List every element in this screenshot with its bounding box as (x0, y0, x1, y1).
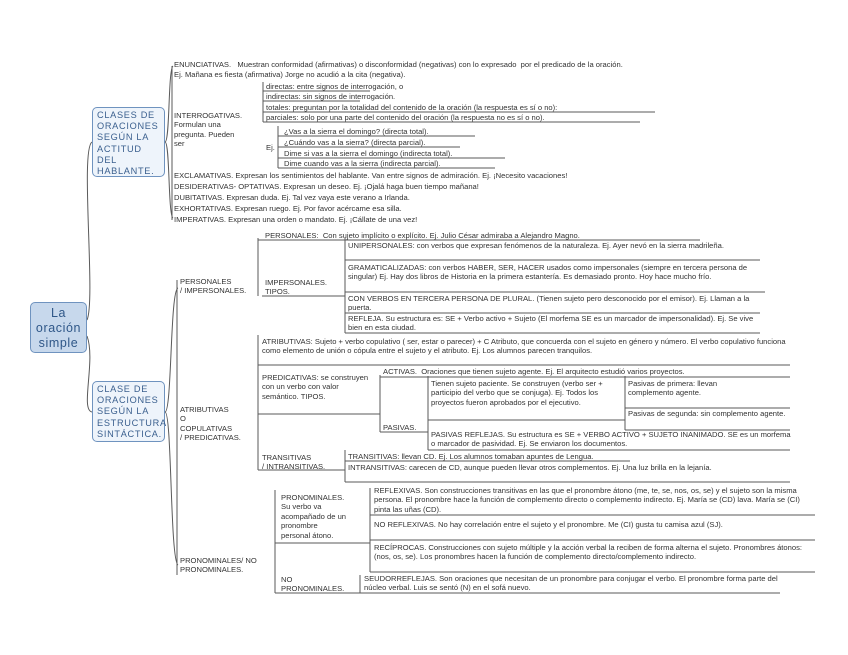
interrogativa-example-3: Dime si vas a la sierra el domingo (indirecta total). (284, 149, 453, 158)
no-pronominales-label: NO PRONOMINALES. (281, 575, 345, 594)
no-reflexivas-text: NO REFLEXIVAS. No hay correlación entre el sujeto y el pronombre. Me (CI) gusta tu camisa azul (SJ). (374, 520, 723, 529)
transitivas-group: TRANSITIVAS / INTRANSITIVAS. (262, 453, 326, 472)
impersonales-label: IMPERSONALES. TIPOS. (265, 278, 328, 297)
parciales-text: parciales: solo por una parte del contenido del oración (la respuesta no es sí o no). (266, 113, 545, 122)
pronominales-group: PRONOMINALES/ NO PRONOMINALES. (180, 556, 257, 575)
activas-text: ACTIVAS. Oraciones que tienen sujeto agente. Ej. El arquitecto estudió varios proyectos. (383, 367, 685, 376)
atributivas-text: ATRIBUTIVAS: Sujeto + verbo copulativo ( ser, estar o parecer) + C Atributo, que concuerda con el sujeto en género y número. El verbo copulativo funciona como elemento de unión o cópula entre el sujeto y el atributo. Ej. Los alumnos parecen tranquilos. (262, 337, 786, 356)
root-node[interactable]: La oración simple (30, 302, 87, 353)
interrogativas-text: INTERROGATIVAS. Formulan una pregunta. Pueden ser (174, 111, 243, 149)
exclamativas-text: EXCLAMATIVAS. Expresan los sentimientos del hablante. Van entre signos de admiración. Ej. ¡Necesito vacaciones! (174, 171, 568, 180)
personales-impersonales-group: PERSONALES / IMPERSONALES. (180, 277, 247, 296)
node-clases-actitud[interactable]: CLASES DE ORACIONES SEGÚN LA ACTITUD DEL HABLANTE. (92, 107, 165, 177)
tercera-plural-text: CON VERBOS EN TERCERA PERSONA DE PLURAL. (Tienen sujeto pero desconocido por el emisor). Ej. Llaman a la puerta. (348, 294, 750, 313)
reflexivas-text: REFLEXIVAS. Son construcciones transitivas en las que el pronombre átono (me, te, se, nos, os, se) y el sujeto son la misma persona. El pronombre hace la función de complemento directo o complemento indirecto. Ej. María se (CD) lava. María se (CI) pinta las uñas (CD). (374, 486, 800, 514)
desiderativas-text: DESIDERATIVAS- OPTATIVAS. Expresan un deseo. Ej. ¡Ojalá haga buen tiempo mañana! (174, 182, 479, 191)
dubitativas-text: DUBITATIVAS. Expresan duda. Ej. Tal vez vaya este verano a Irlanda. (174, 193, 410, 202)
interrogativa-example-4: Dime cuando vas a la sierra (indirecta parcial). (284, 159, 441, 168)
node-clase-estructura[interactable]: CLASE DE ORACIONES SEGÚN LA ESTRUCTURA SINTÁCTICA. (92, 381, 165, 442)
ej-label: Ej. (266, 143, 275, 152)
personales-text: PERSONALES: Con sujeto implícito o explícito. Ej. Julio César admiraba a Alejandro Magno. (265, 231, 580, 240)
intransitivas-text: INTRANSITIVAS: carecen de CD, aunque pueden llevar otros complementos. Ej. Una luz brilla en la lejanía. (348, 463, 712, 472)
reciprocas-text: RECÍPROCAS. Construcciones con sujeto múltiple y la acción verbal la reciben de forma alterna el sujeto. Pronombres átonos: (nos, os, se). Los pronombres hacen la función de complemento directo/complemento indirecto. (374, 543, 802, 562)
indirectas-text: indirectas: sin signos de interrogación. (266, 92, 396, 101)
pasivas-segunda: Pasivas de segunda: sin complemento agente. (628, 409, 786, 418)
pasivas-primera: Pasivas de primera: llevan complemento agente. (628, 379, 718, 398)
predicativas-text: PREDICATIVAS: se construyen con un verbo con valor semántico. TIPOS. (262, 373, 369, 401)
transitivas-text: TRANSITIVAS: llevan CD. Ej. Los alumnos tomaban apuntes de Lengua. (348, 452, 594, 461)
interrogativa-example-2: ¿Cuándo vas a la sierra? (directa parcial). (284, 138, 426, 147)
seudorreflejas-text: SEUDORREFLEJAS. Son oraciones que necesitan de un pronombre para conjugar el verbo. El pronombre forma parte del núcleo verbal. Luis se sentó (N) en el sofá nuevo. (364, 574, 778, 593)
pronominales-label: PRONOMINALES. Su verbo va acompañado de un pronombre personal átono. (281, 493, 347, 540)
interrogativa-example-1: ¿Vas a la sierra el domingo? (directa total). (284, 127, 429, 136)
enunciativas-example: Ej. Mañana es fiesta (afirmativa) Jorge no acudió a la cita (negativa). (174, 70, 406, 79)
pasivas-label: PASIVAS. (383, 423, 417, 432)
imperativas-text: IMPERATIVAS. Expresan una orden o mandato. Ej. ¡Cállate de una vez! (174, 215, 418, 224)
directas-text: directas: entre signos de interrogación, o (266, 82, 404, 91)
enunciativas-text: ENUNCIATIVAS. Muestran conformidad (afirmativas) o disconformidad (negativas) con lo expresado por el predicado de la oración. (174, 60, 623, 69)
unipersonales-text: UNIPERSONALES: con verbos que expresan fenómenos de la naturaleza. Ej. Ayer nevó en la sierra madrileña. (348, 241, 724, 250)
totales-text: totales: preguntan por la totalidad del contenido de la oración (la respuesta es sí o no): (266, 103, 558, 112)
exhortativas-text: EXHORTATIVAS. Expresan ruego. Ej. Por favor acércame esa silla. (174, 204, 402, 213)
gramaticalizadas-text: GRAMATICALIZADAS: con verbos HABER, SER, HACER usados como impersonales (siempre en tercera persona de singular) Ej. Hay dos libros de Historia en la primera estantería. Es demasiado pronto. Hoy hace mucho frío. (348, 263, 748, 282)
pasivas-desc: Tienen sujeto paciente. Se construyen (verbo ser + participio del verbo que se conjuga). Ej. Todos los proyectos fueron aprobados por el ejecutivo. (431, 379, 603, 407)
pasivas-reflejas-text: PASIVAS REFLEJAS. Su estructura es SE + VERBO ACTIVO + SUJETO INANIMADO. SE es un morfema o marcador de pasividad. Ej. Se enviaron los documentos. (431, 430, 791, 449)
atributivas-group: ATRIBUTIVAS O COPULATIVAS / PREDICATIVAS. (180, 405, 241, 443)
refleja-text: REFLEJA. Su estructura es: SE + Verbo activo + Sujeto (El morfema SE es un marcador de impersonalidad). Ej. Se vive bien en esta ciudad. (348, 314, 754, 333)
